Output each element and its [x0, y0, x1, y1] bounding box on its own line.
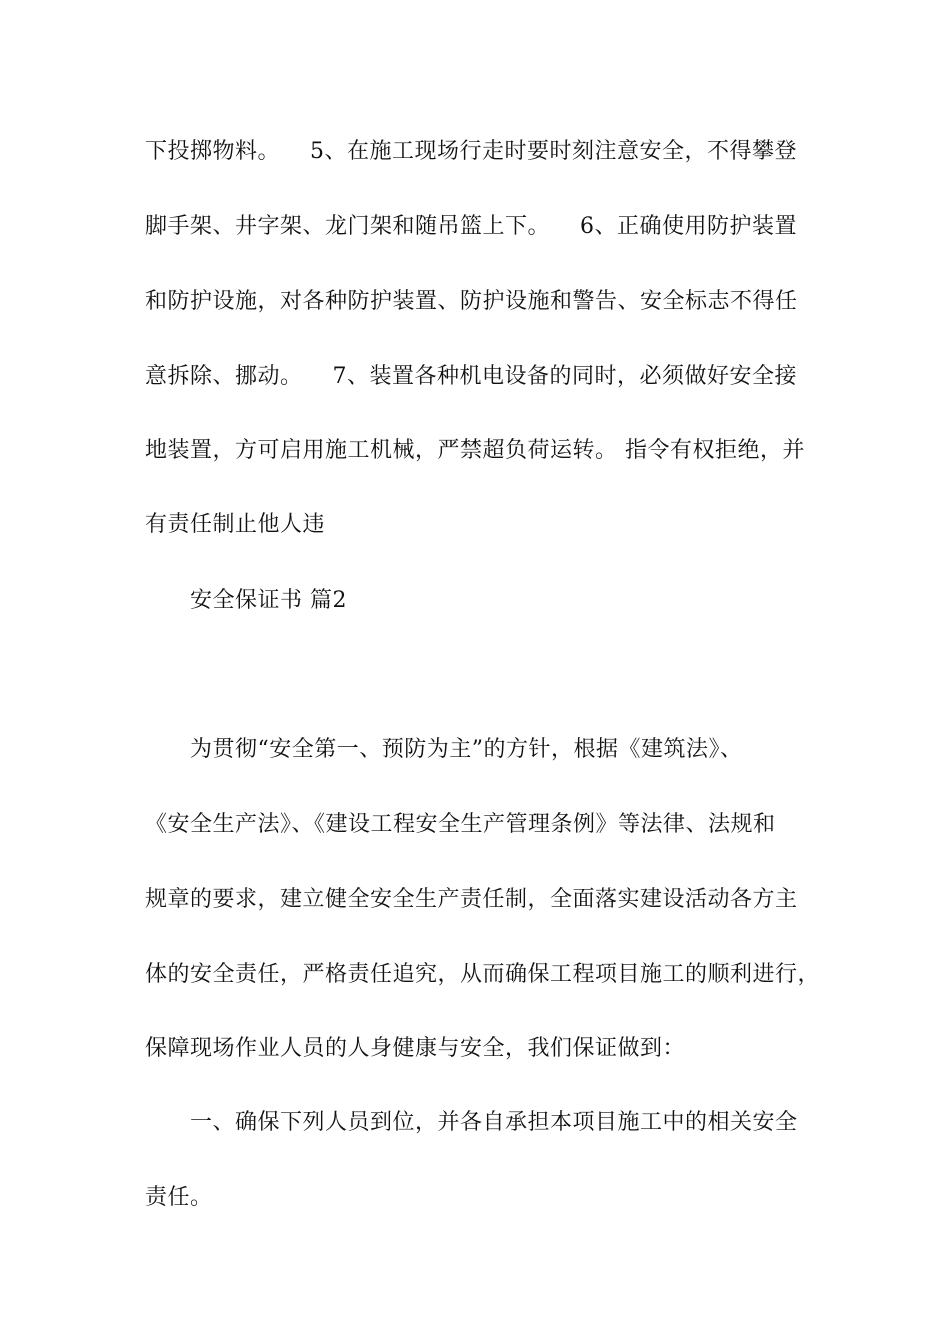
body-text-line: 有责任制止他人违 [145, 512, 326, 537]
body-text-line: 为贯彻“安全第一、预防为主”的方针，根据《建筑法》、 [190, 737, 743, 762]
body-text-line: 规章的要求，建立健全安全生产责任制，全面落实建设活动各方主 [145, 887, 798, 912]
body-text-line: 地装置，方可启用施工机械，严禁超负荷运转。 指令有权拒绝，并 [145, 438, 805, 463]
body-text-line: 一、确保下列人员到位，并各自承担本项目施工中的相关安全 [190, 1110, 798, 1135]
body-text-line: 和防护设施，对各种防护装置、防护设施和警告、安全标志不得任 [145, 289, 798, 314]
body-text-line: 脚手架、井字架、龙门架和随吊篮上下。 6、正确使用防护装置 [145, 214, 797, 239]
body-text-line: 体的安全责任，严格责任追究，从而确保工程项目施工的顺利进行， [145, 962, 821, 987]
body-text-line: 《安全生产法》、《建设工程安全生产管理条例》等法律、法规和 [145, 812, 776, 837]
body-text-line: 意拆除、挪动。 7、装置各种机电设备的同时，必须做好安全接 [145, 364, 797, 389]
section-heading: 安全保证书 篇2 [190, 588, 347, 613]
body-text-line: 下投掷物料。 5、在施工现场行走时要时刻注意安全，不得攀登 [145, 139, 797, 164]
body-text-line: 保障现场作业人员的人身健康与安全，我们保证做到： [145, 1036, 686, 1061]
body-text-line: 责任。 [145, 1185, 213, 1210]
